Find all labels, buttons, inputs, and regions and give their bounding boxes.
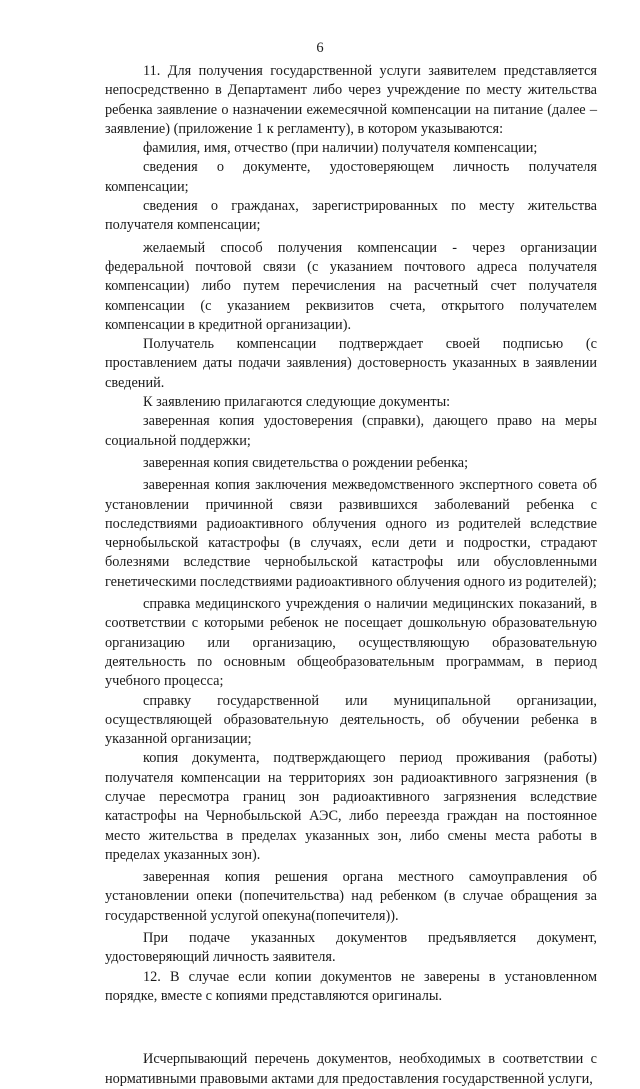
paragraph-registered-citizens: сведения о гражданах, зарегистрированных по месту жительства получателя компенсации; [105, 198, 597, 234]
paragraph-certificate-copy: заверенная копия удостоверения (справки), дающего право на меры социальной поддержки; [105, 413, 597, 449]
paragraph-guardianship-decision: заверенная копия решения органа местного самоуправления об установлении опеки (попечительства) над ребенком (в случае обращения за государственной услугой опекуна(попечителя)). [105, 869, 597, 924]
paragraph-exhaustive-list: Исчерпывающий перечень документов, необходимых в соответствии с нормативными правовыми актами для предоставления государственной услуги, [105, 1051, 597, 1087]
paragraph-identity-presentation: При подаче указанных документов предъявляется документ, удостоверяющий личность заявителя. [105, 930, 597, 966]
paragraph-signature-confirmation: Получатель компенсации подтверждает своей подписью (с проставлением даты подачи заявления) достоверность указанных в заявлении сведений. [105, 336, 597, 391]
paragraph-id-document: сведения о документе, удостоверяющем личность получателя компенсации; [105, 159, 597, 195]
paragraph-medical-certificate: справка медицинского учреждения о наличии медицинских показаний, в соответствии с которыми ребенок не посещает дошкольную образовательную организацию или организацию, осуществляющую образовательную деятельность по основным общеобразовательным программам, в период учебного процесса; [105, 596, 597, 690]
paragraph-12-originals: 12. В случае если копии документов не заверены в установленном порядке, вместе с копиями представляются оригиналы. [105, 968, 597, 1004]
paragraph-expert-council: заверенная копия заключения межведомственного экспертного совета об установлении причинной связи развившихся заболеваний ребенка с последствиями радиоактивного облучения одного из родителей вследствие чернобыльской катастрофы (в случаях, если дети и подростки, страдают болезнями вследствие чернобыльской катастрофы или обусловленными генетическими последствиями радиоактивного облучения одного из родителей); [105, 477, 597, 590]
paragraph-birth-certificate: заверенная копия свидетельства о рождении ребенка; [143, 454, 469, 471]
paragraph-payment-method: желаемый способ получения компенсации - через организации федеральной почтовой связи (с указанием почтового адреса получателя компенсации) либо путем перечисления на расчетный счет получателя компенсации (с указанием реквизитов счета, открытого получателем компенсации в кредитной организации). [105, 239, 597, 333]
paragraph-residence-document: копия документа, подтверждающего период проживания (работы) получателя компенсации на территориях зон радиоактивного загрязнения (в случае пересмотра границ зон радиоактивного загрязнения вследствие катастрофы на Чернобыльской АЭС, либо переезда граждан на постоянное место жительства в пределах указанных зон, либо смены места работы в пределах указанных зон). [105, 750, 597, 863]
paragraph-education-certificate: справку государственной или муниципальной организации, осуществляющей образовательную деятельность, об обучении ребенка в указанной организации; [105, 692, 597, 748]
paragraph-attached-documents: К заявлению прилагаются следующие документы: [143, 394, 451, 411]
document-body [105, 62, 597, 1089]
page-number: 6 [316, 40, 324, 56]
paragraph-11-intro: 11. Для получения государственной услуги заявителем представляется непосредственно в Департамент либо через учреждение по месту жительства ребенка заявление о назначении ежемесячной компенсации на питание (далее – заявление) (приложение 1 к регламенту), в котором указываются: [105, 63, 597, 137]
paragraph-full-name: фамилия, имя, отчество (при наличии) получателя компенсации; [143, 140, 538, 157]
